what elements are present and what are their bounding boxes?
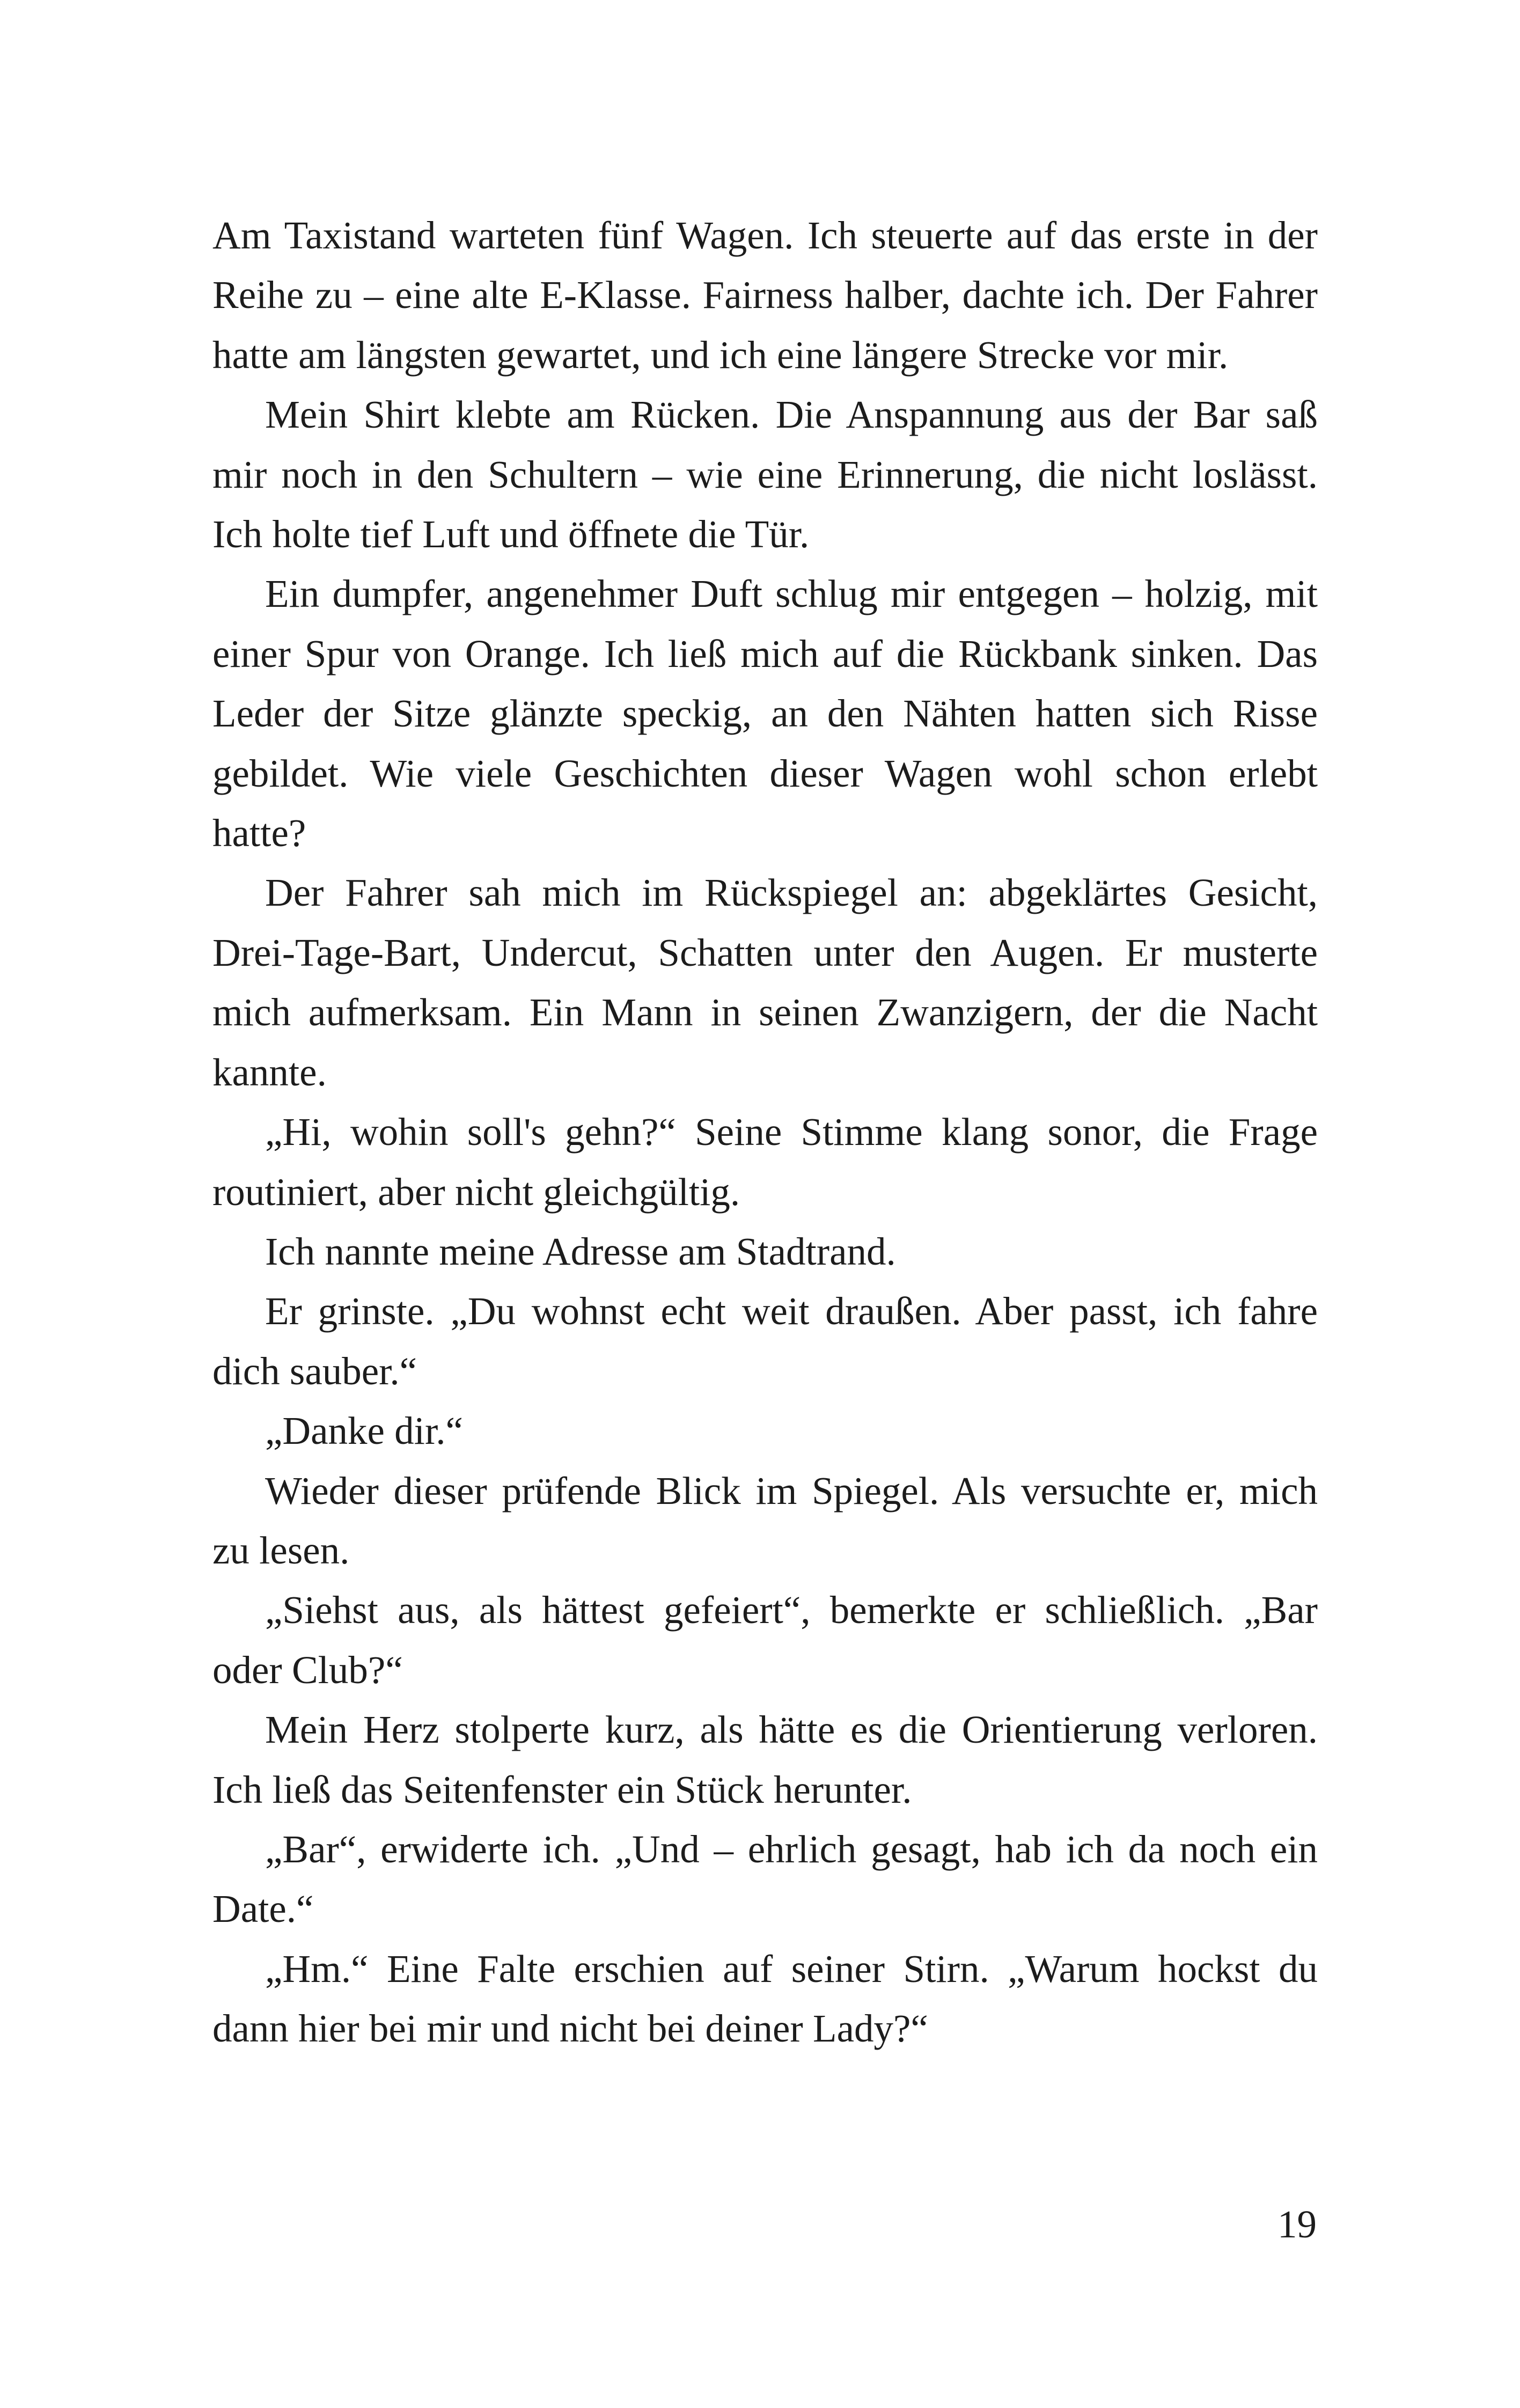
paragraph: „Bar“, erwiderte ich. „Und – ehrlich gesagt, hab ich da noch ein Date.“: [212, 1827, 1318, 1931]
paragraph: Mein Herz stolperte kurz, als hätte es die Orientierung verloren. Ich ließ das Seitenfenster ein Stück herunter.: [212, 1708, 1318, 1811]
paragraph: Mein Shirt klebte am Rücken. Die Anspannung aus der Bar saß mir noch in den Schultern – wie eine Erinnerung, die nicht loslässt. Ich holte tief Luft und öffnete die Tür.: [212, 393, 1318, 556]
paragraph: „Danke dir.“: [265, 1409, 463, 1453]
paragraph: Ich nannte meine Adresse am Stadtrand.: [265, 1229, 896, 1273]
paragraph: „Hi, wohin soll's gehn?“ Seine Stimme klang sonor, die Frage routiniert, aber nicht gleichgültig.: [212, 1110, 1318, 1214]
paragraph: Wieder dieser prüfende Blick im Spiegel. Als versuchte er, mich zu lesen.: [212, 1469, 1318, 1572]
page-number: 19: [1277, 2203, 1317, 2246]
paragraph: „Hm.“ Eine Falte erschien auf seiner Stirn. „Warum hockst du dann hier bei mir und nicht bei deiner Lady?“: [212, 1947, 1318, 2051]
paragraph: Er grinste. „Du wohnst echt weit draußen. Aber passt, ich fahre dich sauber.“: [212, 1289, 1318, 1393]
paragraph: Am Taxistand warteten fünf Wagen. Ich steuerte auf das erste in der Reihe zu – eine alte E-Klasse. Fairness halber, dachte ich. Der Fahrer hatte am längsten gewartet, und ich eine längere Strecke vor mir.: [212, 214, 1318, 377]
paragraph: Der Fahrer sah mich im Rückspiegel an: abgeklärtes Gesicht, Drei-Tage-Bart, Undercut, Schatten unter den Augen. Er musterte mich aufmerksam. Ein Mann in seinen Zwanzigern, der die Nacht kannte.: [212, 871, 1318, 1094]
paragraph: „Siehst aus, als hättest gefeiert“, bemerkte er schließlich. „Bar oder Club?“: [212, 1588, 1318, 1692]
page-body-text: [212, 205, 1318, 2059]
paragraph: Ein dumpfer, angenehmer Duft schlug mir entgegen – holzig, mit einer Spur von Orange. Ich ließ mich auf die Rückbank sinken. Das Leder der Sitze glänzte speckig, an den Nähten hatten sich Risse gebildet. Wie viele Geschichten dieser Wagen wohl schon erlebt hatte?: [212, 572, 1318, 855]
